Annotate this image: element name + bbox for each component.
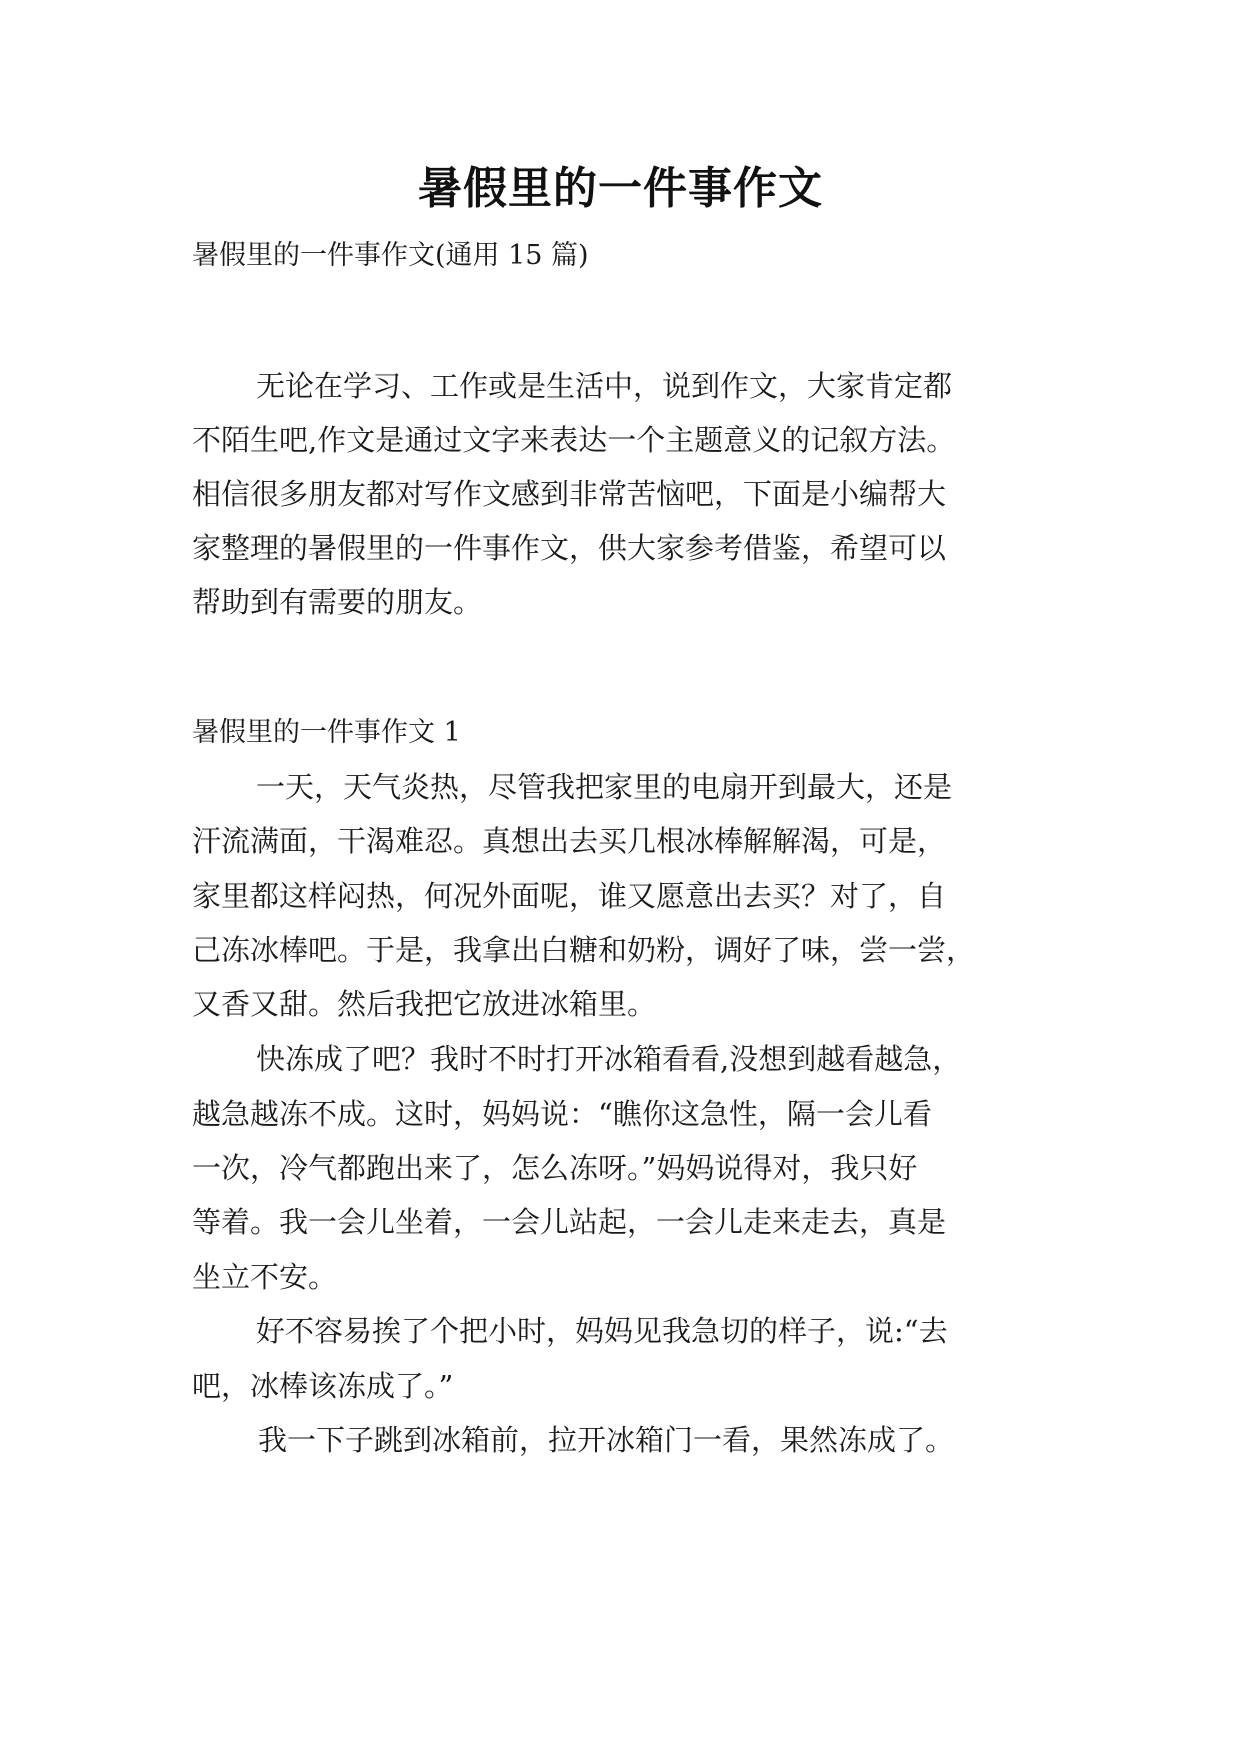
document-subtitle: 暑假里的一件事作文(通用 15 篇) <box>192 240 589 271</box>
paragraph-line: 好不容易挨了个把小时，妈妈见我急切的样子，说:“去 <box>256 1314 948 1348</box>
paragraph-line: 吧，冰棒该冻成了。” <box>192 1369 454 1403</box>
paragraph-line: 坐立不安。 <box>192 1260 338 1294</box>
paragraph-line: 汗流满面，干渴难忍。真想出去买几根冰棒解解渴，可是， <box>192 824 947 858</box>
paragraph-line: 家里都这样闷热，何况外面呢，谁又愿意出去买？对了，自 <box>192 879 947 913</box>
paragraph-line: 我一下子跳到冰箱前，拉开冰箱门一看，果然冻成了。 <box>258 1423 955 1457</box>
intro-line: 不陌生吧,作文是通过文字来表达一个主题意义的记叙方法。 <box>192 423 956 457</box>
paragraph-line: 等着。我一会儿坐着，一会儿站起，一会儿走来走去，真是 <box>192 1205 947 1239</box>
intro-line: 家整理的暑假里的一件事作文，供大家参考借鉴，希望可以 <box>192 531 947 565</box>
essay-heading: 暑假里的一件事作文 1 <box>192 717 461 748</box>
paragraph-line: 又香又甜。然后我把它放进冰箱里。 <box>192 987 657 1021</box>
paragraph-line: 越急越冻不成。这时，妈妈说：“瞧你这急性，隔一会儿看 <box>192 1097 932 1131</box>
intro-line: 相信很多朋友都对写作文感到非常苦恼吧，下面是小编帮大 <box>192 477 947 511</box>
paragraph-line: 己冻冰棒吧。于是，我拿出白糖和奶粉，调好了味，尝一尝， <box>192 933 976 967</box>
intro-line: 帮助到有需要的朋友。 <box>192 585 483 619</box>
paragraph-line: 一次，冷气都跑出来了，怎么冻呀。”妈妈说得对，我只好 <box>192 1151 918 1185</box>
intro-line: 无论在学习、工作或是生活中，说到作文，大家肯定都 <box>256 369 953 403</box>
paragraph-line: 一天，天气炎热，尽管我把家里的电扇开到最大，还是 <box>256 770 953 804</box>
document-title: 暑假里的一件事作文 <box>418 163 823 214</box>
paragraph-line: 快冻成了吧？我时不时打开冰箱看看,没想到越看越急， <box>256 1042 962 1076</box>
